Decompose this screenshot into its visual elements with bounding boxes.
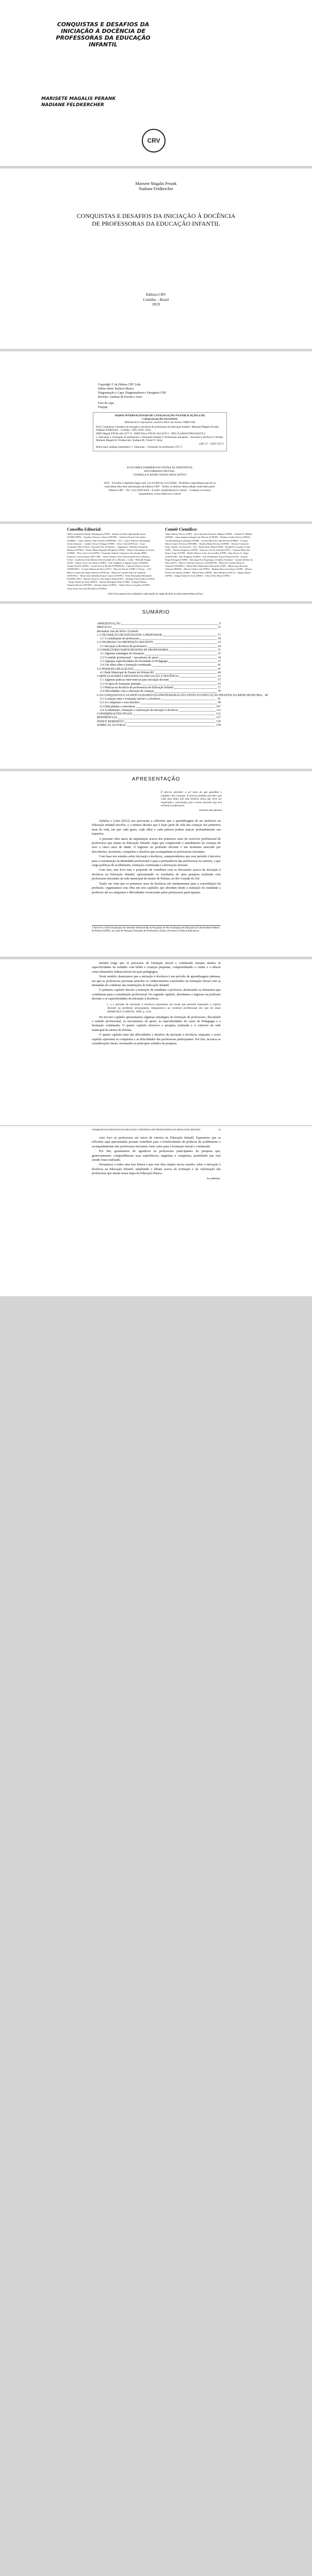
scientific-committee <box>165 528 253 578</box>
toc-entry[interactable] <box>97 622 221 626</box>
running-header-title: CONQUISTAS E DESAFIOS DA INICIAÇÃO À DOCÊNCIA DE PROFESSORAS DA EDUCAÇÃO INFANTIL <box>92 1128 201 1131</box>
toc-leader <box>169 660 217 663</box>
cip-box <box>93 412 227 451</box>
toc-entry-page: 127 <box>216 716 221 720</box>
toc-leader <box>159 656 217 659</box>
toc-entry-page: 139 <box>216 724 221 727</box>
toc-leader <box>174 686 217 689</box>
toc-leader <box>142 683 217 685</box>
footnote: 1 Este livro é fruto de pesquisa de mestrado desenvolvida no Programa de Pós-Graduação em Educação da Universidade Federal de Pelotas (UFPel), na Linha de Pesquisa Formação de Professores, Ensino, Processos e Práticas Educativas. <box>92 925 221 933</box>
toc-leader <box>154 641 217 643</box>
toc-entry[interactable] <box>97 724 221 727</box>
digital-notice-2: EM FORMATO DIGITAL. <box>144 470 176 473</box>
cover-author-1: MARISETE MAGALIS PERANK <box>41 96 116 101</box>
cip-heading-1: DADOS INTERNACIONAIS DE CATALOGAÇÃO NA PUBLICAÇÃO (CIP) <box>114 414 205 417</box>
cover-page <box>0 0 312 166</box>
copyright-line-4: Revisão: Analista de Escrita e Artes <box>98 396 142 399</box>
toc-leader <box>145 652 217 655</box>
toc-entry-page: 17 <box>218 633 221 637</box>
cover-authors <box>41 96 116 108</box>
toc-entry-page: 34 <box>218 656 221 659</box>
toc-entry-page: 71 <box>218 686 221 690</box>
digital-notice-1: ESTA OBRA TAMBÉM ENCONTRA-SE DISPONÍVEL <box>127 466 193 469</box>
summary-heading: SUMÁRIO <box>142 609 170 615</box>
page-eight-signature: As autoras. <box>206 1176 221 1180</box>
page-eight-paragraph-2: Por fim, gostaríamos de agradecer às professoras participantes da pesquisa que, generosamente, compartilharam suas experiências, angústias e conquistas, permitindo que este estudo fosse realizado. <box>92 1149 221 1162</box>
toc-entry-title: 4 A PESQUISA REALIZADA <box>97 667 134 671</box>
cip-isbn: ISBN Digital 978-85-444-3277-9 · ISBN Físico 978-85-444-3276-2 · DOI 10.24824/978854443276.2 <box>96 432 206 435</box>
toc-entry[interactable] <box>97 652 221 656</box>
toc-entry-title: 1.1 A constituição de professores <box>100 637 140 641</box>
toc-entry[interactable] <box>97 626 221 630</box>
page-seven-paragraph-2: Neste sentido, destacamos que a iniciação à docência é um período de aprendizagens intensas, em que as professoras precisam articular os conhecimentos construídos na formação inicial com as demandas do cotidiano das instituições de Educação Infantil. <box>92 975 221 988</box>
copyright-line-1: Copyright © da Editora CRV Ltda. <box>98 383 141 386</box>
toc-entry[interactable] <box>97 664 221 667</box>
toc-entry-page: 33 <box>218 652 221 656</box>
toc-entry-page: 37 <box>218 659 221 663</box>
title-page-author-2: Nadiane Feldkercher <box>139 187 173 191</box>
toc-leader <box>161 698 217 700</box>
digital-notice <box>103 466 217 477</box>
toc-entry-title: 5.2 Os tipos de formação prestada <box>100 682 141 686</box>
cover-author-2: NADIANE FELDKERCHER <box>41 103 104 108</box>
toc-entry-title: 3.3 Algumas especificidades da Sociedade no Pedagogia <box>100 659 168 663</box>
toc-entry-page: 57 <box>218 679 221 682</box>
year: 2019 <box>152 302 160 307</box>
toc-entry-page: 41 <box>218 664 221 667</box>
toc-entry-title: 1 A TRANSIÇÃO DE ESTUDANTE A PROFESSOR <box>97 633 162 637</box>
toc-entry-title: 5 DIFICULDADES E DESAFIOS DA INICIAÇÃO À DOCÊNCIA <box>97 675 179 679</box>
toc-entry-page: 99 <box>218 701 221 705</box>
toc-entry-title: CONSIDERAÇÕES FINAIS <box>97 713 133 716</box>
toc-entry-title: REFERÊNCIAS <box>97 716 117 720</box>
toc-entry-title: 3.2 O sentido profissional – mecanismo de apoio <box>100 656 159 659</box>
page-eight-body <box>92 1136 221 1181</box>
toc-entry-page: 121 <box>216 713 221 716</box>
toc-entry-title: 6.3 Dificuldades e relevância <box>100 705 135 708</box>
toc-leader <box>170 649 217 651</box>
toc-entry[interactable] <box>97 693 268 698</box>
title-page-title: CONQUISTAS E DESAFIOS DA INICIAÇÃO À DOCÊNCIA DE PROFESSORAS DA EDUCAÇÃO INFANTIL <box>76 212 236 227</box>
copyright-line-7: Freepik <box>98 406 108 409</box>
toc-entry[interactable] <box>97 630 221 634</box>
toc-entry-title: 3 CONHECENDO PARTICIPANTES DE PROFESSORES <box>97 649 169 652</box>
copyright-line-2: Editor-chefe: Railson Moura <box>98 387 134 391</box>
page-seven-paragraph-4: No terceiro capítulo apresentamos algumas estratégias de formação de professores, discutindo o sentido profissional, os mecanismos de apoio, as especificidades do curso de Pedagogia e a formação continuada. O quarto capítulo descreve a pesquisa realizada e o contexto da rede municipal de ensino de Pelotas. <box>92 1015 221 1032</box>
toc-leader <box>155 671 217 674</box>
title-page-author-1: Marisete Magalis Perank <box>135 181 177 186</box>
presentation-paragraph-1: Zabalza e Leite (2012) nos provocam a reflexões que o aprendizagem de ser professor na Educação Infantil envolve, e o imenso desafio que é fazer parte da vida das crianças nos primeiros anos de vida, em que cada gesto, cada olhar e cada palavra podem marcar profundamente sua trajetória. <box>92 819 221 836</box>
toc-leader <box>127 724 216 726</box>
toc-entry[interactable] <box>97 645 221 649</box>
presentation-body <box>92 819 221 895</box>
toc-entry-page: 31 <box>218 649 221 652</box>
epigraph <box>161 791 222 812</box>
copyright-block <box>98 383 222 410</box>
cip-cdu: CDU 37 · CDD 370.71 <box>199 442 224 446</box>
block-quote: [...] o período de iniciação à docência representa um ritual que permite transmitir a cultura docente ao professor principiante, integrando-o ao contexto profissional em que irá atuar (MARCELO GARCÍA, 1999, p. 114). <box>107 1003 221 1013</box>
toc-entry-title: 6 AS CONQUISTAS E AS DIFICULDADES DAS PROFESSORAS ATUANTES NA EDUCAÇÃO INFANTIL DA REDE MUNICIPAL <box>97 693 263 697</box>
table-of-contents <box>97 622 268 727</box>
cip-index: Índice para catálogo sistemático: 1. Educação – Formação de professores 370.71 <box>96 446 183 449</box>
toc-entry-title: 5.4 Dificuldades com a educação de crianças <box>100 690 154 693</box>
toc-leader <box>133 713 215 715</box>
page-eight-paragraph-3: Desejamos a todos uma boa leitura e que esta obra inspire novos estudos sobre a iniciação à docência na Educação Infantil, ampliando o debate acerca da formação e da valorização das professoras que atuam nessa etapa da Educação Básica. <box>92 1163 221 1176</box>
presentation-paragraph-2: A presente obra nasce da inquietação acerca dos primeiros anos de exercício profissional de professoras que atuam na Educação Infantil, etapa que compreende o atendimento de crianças de zero a cinco anos de idade. O ingresso na profissão docente é um momento marcado por descobertas, incertezas, conquistas e desafios que acompanham as professoras iniciantes. <box>92 837 221 854</box>
toc-entry-page: 89 <box>265 693 268 697</box>
cover-title: CONQUISTAS E DESAFIOS DA INICIAÇÃO À DOCÊNCIA DE PROFESSORAS DA EDUCAÇÃO INFANTIL <box>56 21 151 48</box>
legal-notes: 2019 · Foi feito o depósito legal conf. Lei 10.994 de 14/12/2004 · Proibida a reprodução parcial ou total desta obra sem autorização da Editora CRV · Todos os direitos desta edição reservados pela: Editora CRV · Tel.: (41) 3039-6418 · E-mail: sac@editoracrv.com.br · Conheça os nossos lançamentos: www.editoracrv.com.br <box>104 482 216 496</box>
editorial-board <box>67 528 155 590</box>
toc-entry-title: ÍNDICE REMISSIVO <box>97 720 124 723</box>
toc-entry[interactable] <box>97 641 221 645</box>
toc-entry-page: 79 <box>218 690 221 693</box>
toc-entry-title: 6.4 Acolhimento, formação e valorização da iniciação à docência <box>100 708 178 712</box>
toc-entry-page: 113 <box>216 708 221 712</box>
toc-entry[interactable] <box>97 690 221 693</box>
editorial-board-title: Conselho Editorial: <box>67 527 102 532</box>
toc-leader <box>163 634 217 636</box>
page-seven-paragraph-5: O quinto capítulo trata das dificuldades e desafios da iniciação à docência, enquanto o sexto capítulo apresenta as conquistas e as dificuldades das professoras participantes. Por fim, tecemos as considerações finais, retomando os principais achados da pesquisa. <box>92 1033 221 1046</box>
toc-entry[interactable] <box>97 656 221 660</box>
crv-logo: CRV <box>142 129 166 152</box>
toc-entry[interactable] <box>97 679 221 682</box>
toc-leader <box>155 690 217 692</box>
toc-entry-title: 5.3 Práticas na docência de professoras em Educação Infantil <box>100 686 173 690</box>
toc-entry-title: APRESENTAÇÃO <box>97 622 121 625</box>
toc-entry-page: 47 <box>218 667 221 671</box>
page-seven-paragraph-3: O primeiro capítulo discute a transição de estudante a professor, destacando os elementos que contribuem para a constituição profissional. No segundo capítulo, abordamos o ingresso na profissão docente e as especificidades da iniciação à docência. <box>92 988 221 1001</box>
digital-notice-3: CONHEÇA E BAIXE NOSSO APLICATIVO! <box>133 473 187 477</box>
toc-leader <box>121 622 218 625</box>
toc-leader <box>141 701 217 704</box>
toc-entry-page: 135 <box>216 720 221 723</box>
copyright-line-3: Diagramação e Capa: Diagramadores e Designers CRV <box>98 392 167 395</box>
toc-leader <box>170 679 217 681</box>
toc-entry-page: 53 <box>218 675 221 679</box>
toc-entry-page: 49 <box>218 671 221 674</box>
page-seven-paragraph-1: Infantil exige que os processos de formação inicial e continuada estejam atentos às especificidades do trabalho com bebês e crianças pequenas, compreendendo o cuidar e o educar como dimensões indissociáveis da ação pedagógica. <box>92 961 221 974</box>
toc-entry-title: 6.2 As conquistas e seus desafios <box>100 701 140 705</box>
toc-entry-page: 107 <box>216 705 221 708</box>
cip-heading-3: Bibliotecária responsável: Luzenira Alves dos Santos CRB9/1506 <box>124 421 195 425</box>
toc-leader <box>179 709 216 711</box>
toc-entry[interactable] <box>97 705 221 709</box>
toc-entry-page: 24 <box>218 645 221 648</box>
toc-entry-title: 5.1 Algumas práticas interventivas para iniciação docente <box>100 679 169 682</box>
toc-leader <box>112 626 217 629</box>
imprint <box>0 292 312 307</box>
toc-entry-page: 9 <box>219 622 221 625</box>
cip-subjects: 1. Educação 2. Formação de professores 3. Educação Infantil 4. Professores iniciantes – Iniciação à docência I. Perank, Marisete Magalis II. Feldkercher, Nadiane III. Título IV. Série <box>96 435 224 443</box>
review-note: Este livro passou por avaliação e aprovação às cegas de dois ou mais pareceristas ad hoc. <box>108 592 204 596</box>
toc-entry-title: PREFÁCIO <box>97 626 112 630</box>
page-seven-body <box>92 961 221 1047</box>
city: Curitiba – Brasil <box>143 297 169 302</box>
toc-leader <box>152 664 217 666</box>
toc-entry-page: 15 <box>218 626 221 630</box>
toc-entry-title: 3.4 Um olhar sobre a formação continuada <box>100 664 151 667</box>
toc-entry[interactable] <box>97 675 221 679</box>
toc-leader <box>136 705 216 708</box>
toc-entry-page: 18 <box>218 637 221 641</box>
presentation-heading: APRESENTAÇÃO <box>132 776 180 782</box>
epigraph-text: É preciso aprender a ser mais do que guardião e cuidador das crianças. É preciso também perceber que cada uma delas tem uma história única que deve ser respeitada e valorizada, pois é nesse encontro que nos tornamos professoras. <box>161 791 222 807</box>
toc-entry-title: 6.1 A relação entre a formação inicial e a docência <box>100 697 160 701</box>
cip-body: P445 Conquistas e desafios da iniciação à docência de professoras da Educação Infantil / Marisete Magalis Perank, Nadiane Feldkercher – Curitiba : CRV, 2019. 140 p. <box>96 425 219 432</box>
boards-columns <box>67 528 253 590</box>
toc-entry-page: 91 <box>218 697 221 701</box>
scientific-committee-list: Altair Alberto Fávero (UPF) · Ana Chrystina Venancio Mignot (UERJ) · Andréia N. Militão (UEMS) · Anna Augusta Sampaio de Oliveira (UNESP) · Barbara Coelho Neves (UFBA) · Cati Reckelberg Azambuja (UFSM) · Cecília Maria de Lima Pereira (UFRN) · Cristina Maria Gomes Ferreira (UNIUBE) · Daniela Maria Ferreira (UFRN) · Diosnel Centurion (Univ Americ. de Asunción – Py) · Eliane Rose Maio (UEM) · Elizabeth Gonçalves Lima (UPF) · Fauston Negreiros (UFPI) · Francisco Ari de Andrade (UFC) · Gláucia Maria dos Santos Jorge (UFOP) · Helder Buenos Aires de Carvalho (UFPI) · Ilma Passos A. Veiga (UNICEUB) · Inês Bragança (UERJ) · José de Ribamar Sousa Pereira (UCB) · Jussara Fraga Portugal (UNEB) · Kilwangy Kya Kapitango-a-Samba (Unemat) · Lourdes Helena da Silva (UFV) · Marcos Vinicius Francisco (UNOESTE) · Maria de Lourdes Pinto de Almeida (UNOESC) · Maria Eliza Mattosinho Bernardes (USP) · Maria Luisa Frezado Almeida (FEPAI) · Marisa Lobão Leal (UFPA) · Marlene Rosa dos Santos (UFPI) · Mônica Pereira dos Santos (UFRJ) · Mirian Pinto (UERJ) · Rita Mitidieri (UFCG) · Sérgio Duarte (UFPA) · Sérgio Nunes de Jesus (IFRO) · Silvio Silva Mota (UFPA) <box>165 533 253 577</box>
book-title-page <box>0 168 312 349</box>
toc-entry[interactable] <box>97 701 221 705</box>
toc-entry-title: 2 O INGRESSO NA PROFISSÃO DOCENTE <box>97 641 154 645</box>
toc-leader <box>125 720 215 723</box>
toc-entry[interactable] <box>97 668 221 671</box>
presentation-paragraph-3: Com base nos estudos sobre iniciação à docência, compreendemos que esse período é decisivo para a constituição da identidade profissional e para a permanência das professoras na carreira, o que exige políticas de acolhimento, formação continuada e valorização docente. <box>92 855 221 868</box>
toc-leader <box>180 675 217 677</box>
presentation-paragraph-5: Tendo em vista que os primeiros anos de docência são fundamentais para a consolidação da profissão, organizamos esta obra em seis capítulos que abordam desde a transição de estudante a professor até as conquistas e dificuldades vivenciadas pelas professoras participantes. <box>92 882 221 894</box>
toc-entry[interactable] <box>97 716 221 720</box>
toc-entry-title: SOBRE AS AUTORAS <box>97 724 126 727</box>
toc-entry-title: 3.1 Algumas estratégias de formação <box>100 652 144 656</box>
epigraph-author: (Autoria das autoras) <box>199 808 222 812</box>
toc-entry[interactable] <box>97 683 221 686</box>
title-page-authors <box>0 181 312 192</box>
publisher: Editora CRV <box>146 292 166 297</box>
page-eight-paragraph-1: cisto foco as professoras em início de carreira na Educação Infantil. Esperamos que as reflexões aqui apresentadas possam contribuir para o fortalecimento de políticas de acolhimento e acompanhamento das professoras iniciantes, bem como para a formação inicial e continuada. <box>92 1136 221 1148</box>
toc-leader <box>118 716 215 719</box>
editorial-board-list: Aldira Guimarães Duarte Domínguez (UNB) · Andréia da Silva Quintanilha Sousa (UNIR/UFRN) · Anselmo Alencar Colares (UFOPA) · Antônio Pereira Gaio Júnior (UFRRJ) · Carlos Alberto Vilar Estêvão (UMINHO – PT) · Carlos Federico Dominguez Avila (Unieuro) · Carmen Tereza Velanga (UNIR) · Celso Conti (UFSCar) · Cesar Gerónimo Tello (Univer. Nacional Três de Febrero – Argentina) · Eduardo Fernandes Barbosa (UFMG) · Elione Maria Nogueira Diogenes (UFAL) · Elizeu Clementino de Souza (UNEB) · Élsio José Corá (UFFS) · Fernando Antônio Gonçalves Alcoforado (IPB) · Francisco Carlos Duarte (PUC-PR) · Gloria Fariñas León (Universidade de La Havana – Cuba) · Guillermo Arias Beatón (Universidade de La Havana – Cuba) · Helmuth Krüger (UCP) · Jailson Alves dos Santos (UFRJ) · João Adalberto Campato Junior (UNESP) · Josania Portela (UFPI) · Leonel Severo Rocha (UNISINOS) · Lídia de Oliveira Xavier (UNIEURO) · Lourdes Helena da Silva (UFV) · Marcelo Paixão (UFRJ e UTexas – US) · Maria Cristina dos Santos Bezerra (UFSCar) · Maria de Lourdes Pinto de Almeida (UNOESC) · Maria Lília Imbiriba Sousa Colares (UFOPA) · Paulo Romualdo Hernandes (UNIFAL-MG) · Renato Francisco dos Santos Paula (UFG) · Rodrigo Pratte-Santos (UFES) · Sérgio Nunes de Jesus (IFRO) · Simone Rodrigues Pinto (UNB) · Solange Helena Ximenes-Rocha (UFOPA) · Sydione Santos (UEPG) · Tadeu Oliver Gonçalves (UFPA) · Tania Suely Azevedo Brasileiro (UFOPA) <box>67 533 155 590</box>
presentation-paragraph-4: Com isso, este livro tem o propósito de contribuir com as discussões acerca da iniciação à docência na Educação Infantil, apresentando os resultados de uma pesquisa realizada com professoras iniciantes da rede municipal de ensino de Pelotas, no Rio Grande do Sul. <box>92 868 221 881</box>
toc-entry[interactable] <box>97 720 221 724</box>
toc-leader <box>135 668 217 670</box>
toc-entry-page: 23 <box>218 641 221 645</box>
running-header <box>92 1128 221 1131</box>
toc-leader <box>140 637 217 640</box>
toc-leader <box>148 645 217 648</box>
scientific-committee-title: Comitê Científico: <box>165 527 198 532</box>
copyright-line-6: Foto de capa <box>98 402 114 405</box>
toc-entry-page: 63 <box>218 682 221 686</box>
toc-entry-title: 2.1 Iniciação à docência de professores <box>100 645 147 648</box>
cip-heading-2: CATALOGAÇÃO NA FONTE <box>142 417 178 421</box>
running-header-page: 11 <box>218 1128 221 1131</box>
toc-entry-title: Bernadete Ano da Silva e Gratiela <box>97 630 138 633</box>
toc-entry-title: 4.1 Rede Municipal de Ensino de Pelotas-RS <box>100 671 154 674</box>
